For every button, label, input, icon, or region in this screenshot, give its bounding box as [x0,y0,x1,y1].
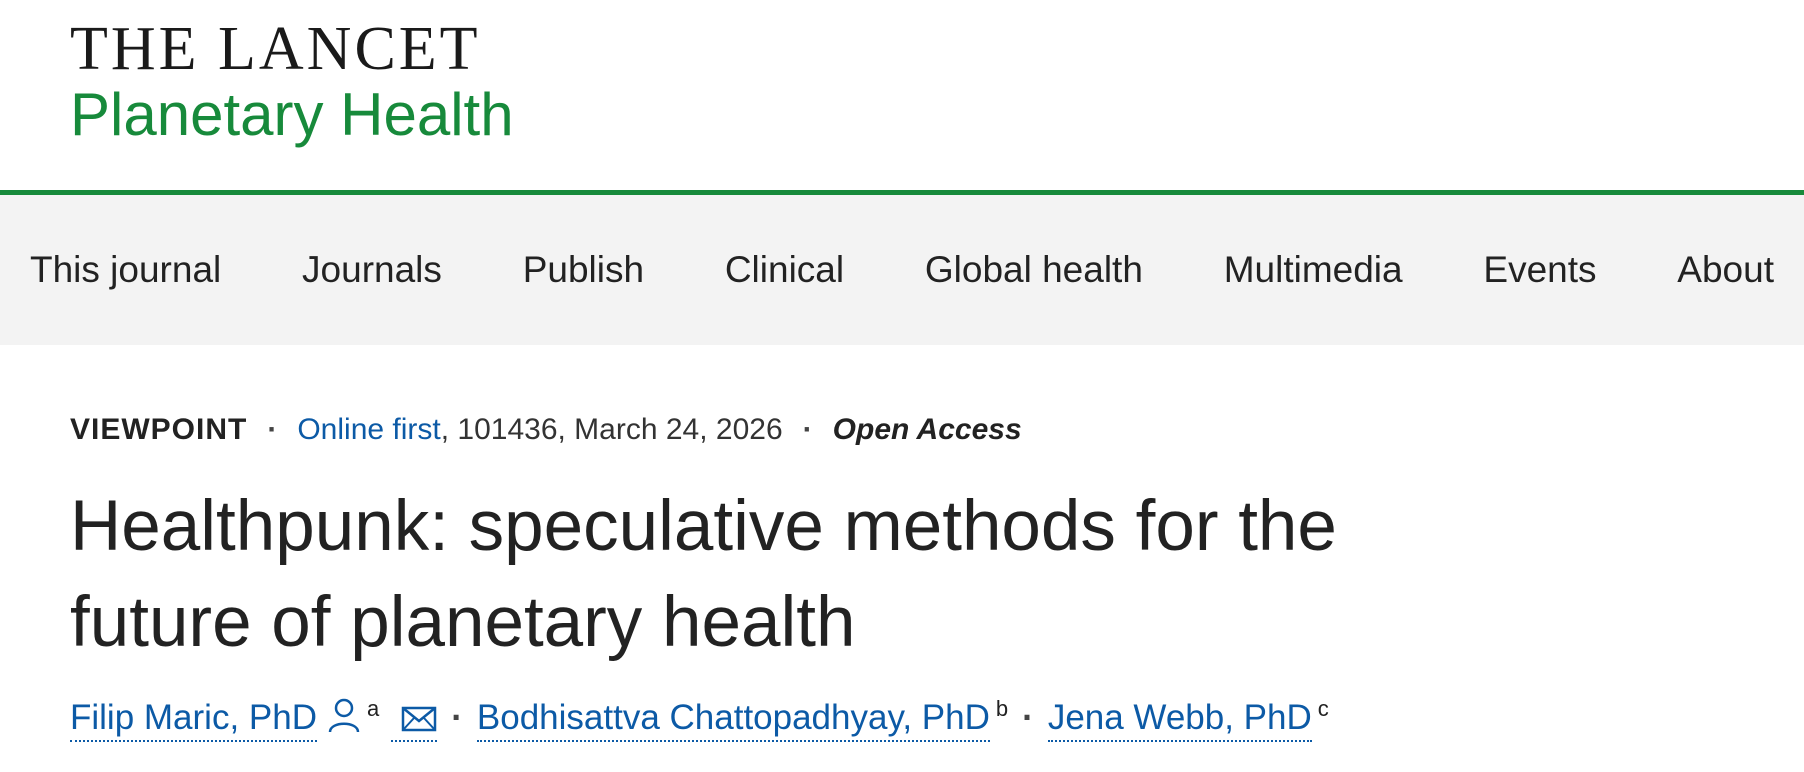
nav-item-events[interactable]: Events [1483,249,1597,290]
author-link[interactable]: Filip Maric, PhD [70,698,317,742]
author-separator: · [1022,698,1034,737]
author-list [70,697,1734,739]
nav-item-about[interactable]: About [1677,249,1774,290]
article-meta [70,415,1734,445]
nav-item-multimedia[interactable]: Multimedia [1223,249,1403,290]
person-icon[interactable] [327,697,361,739]
author-separator: · [451,698,463,737]
article-citation: , 101436, March 24, 2026 [440,413,783,446]
article-type: VIEWPOINT [70,413,248,446]
mail-icon [401,704,437,739]
nav-item-journals[interactable]: Journals [302,249,442,290]
affiliation-marker[interactable]: a [366,696,380,722]
article-header [0,345,1804,739]
meta-separator: · [802,413,813,446]
author-link[interactable]: Jena Webb, PhD [1048,698,1312,742]
affiliation-marker[interactable]: b [995,696,1009,722]
meta-separator: · [267,413,278,446]
main-nav [0,195,1804,345]
corresponding-author-email[interactable] [391,698,437,742]
nav-item-publish[interactable]: Publish [522,249,645,290]
online-first-link[interactable]: Online first [297,413,441,446]
open-access-label: Open Access [832,413,1022,446]
nav-item-clinical[interactable]: Clinical [724,249,845,290]
nav-item-this-journal[interactable]: This journal [30,249,222,290]
author-link[interactable]: Bodhisattva Chattopadhyay, PhD [477,698,990,742]
journal-brand-title[interactable]: Planetary Health [70,81,514,148]
affiliation-marker[interactable]: c [1317,696,1329,722]
nav-item-global-health[interactable]: Global health [924,249,1143,290]
masthead [0,0,1804,195]
journal-brand-lancet[interactable]: THE LANCET [70,15,481,83]
article-title: Healthpunk: speculative methods for the future of planetary health [70,487,1337,662]
